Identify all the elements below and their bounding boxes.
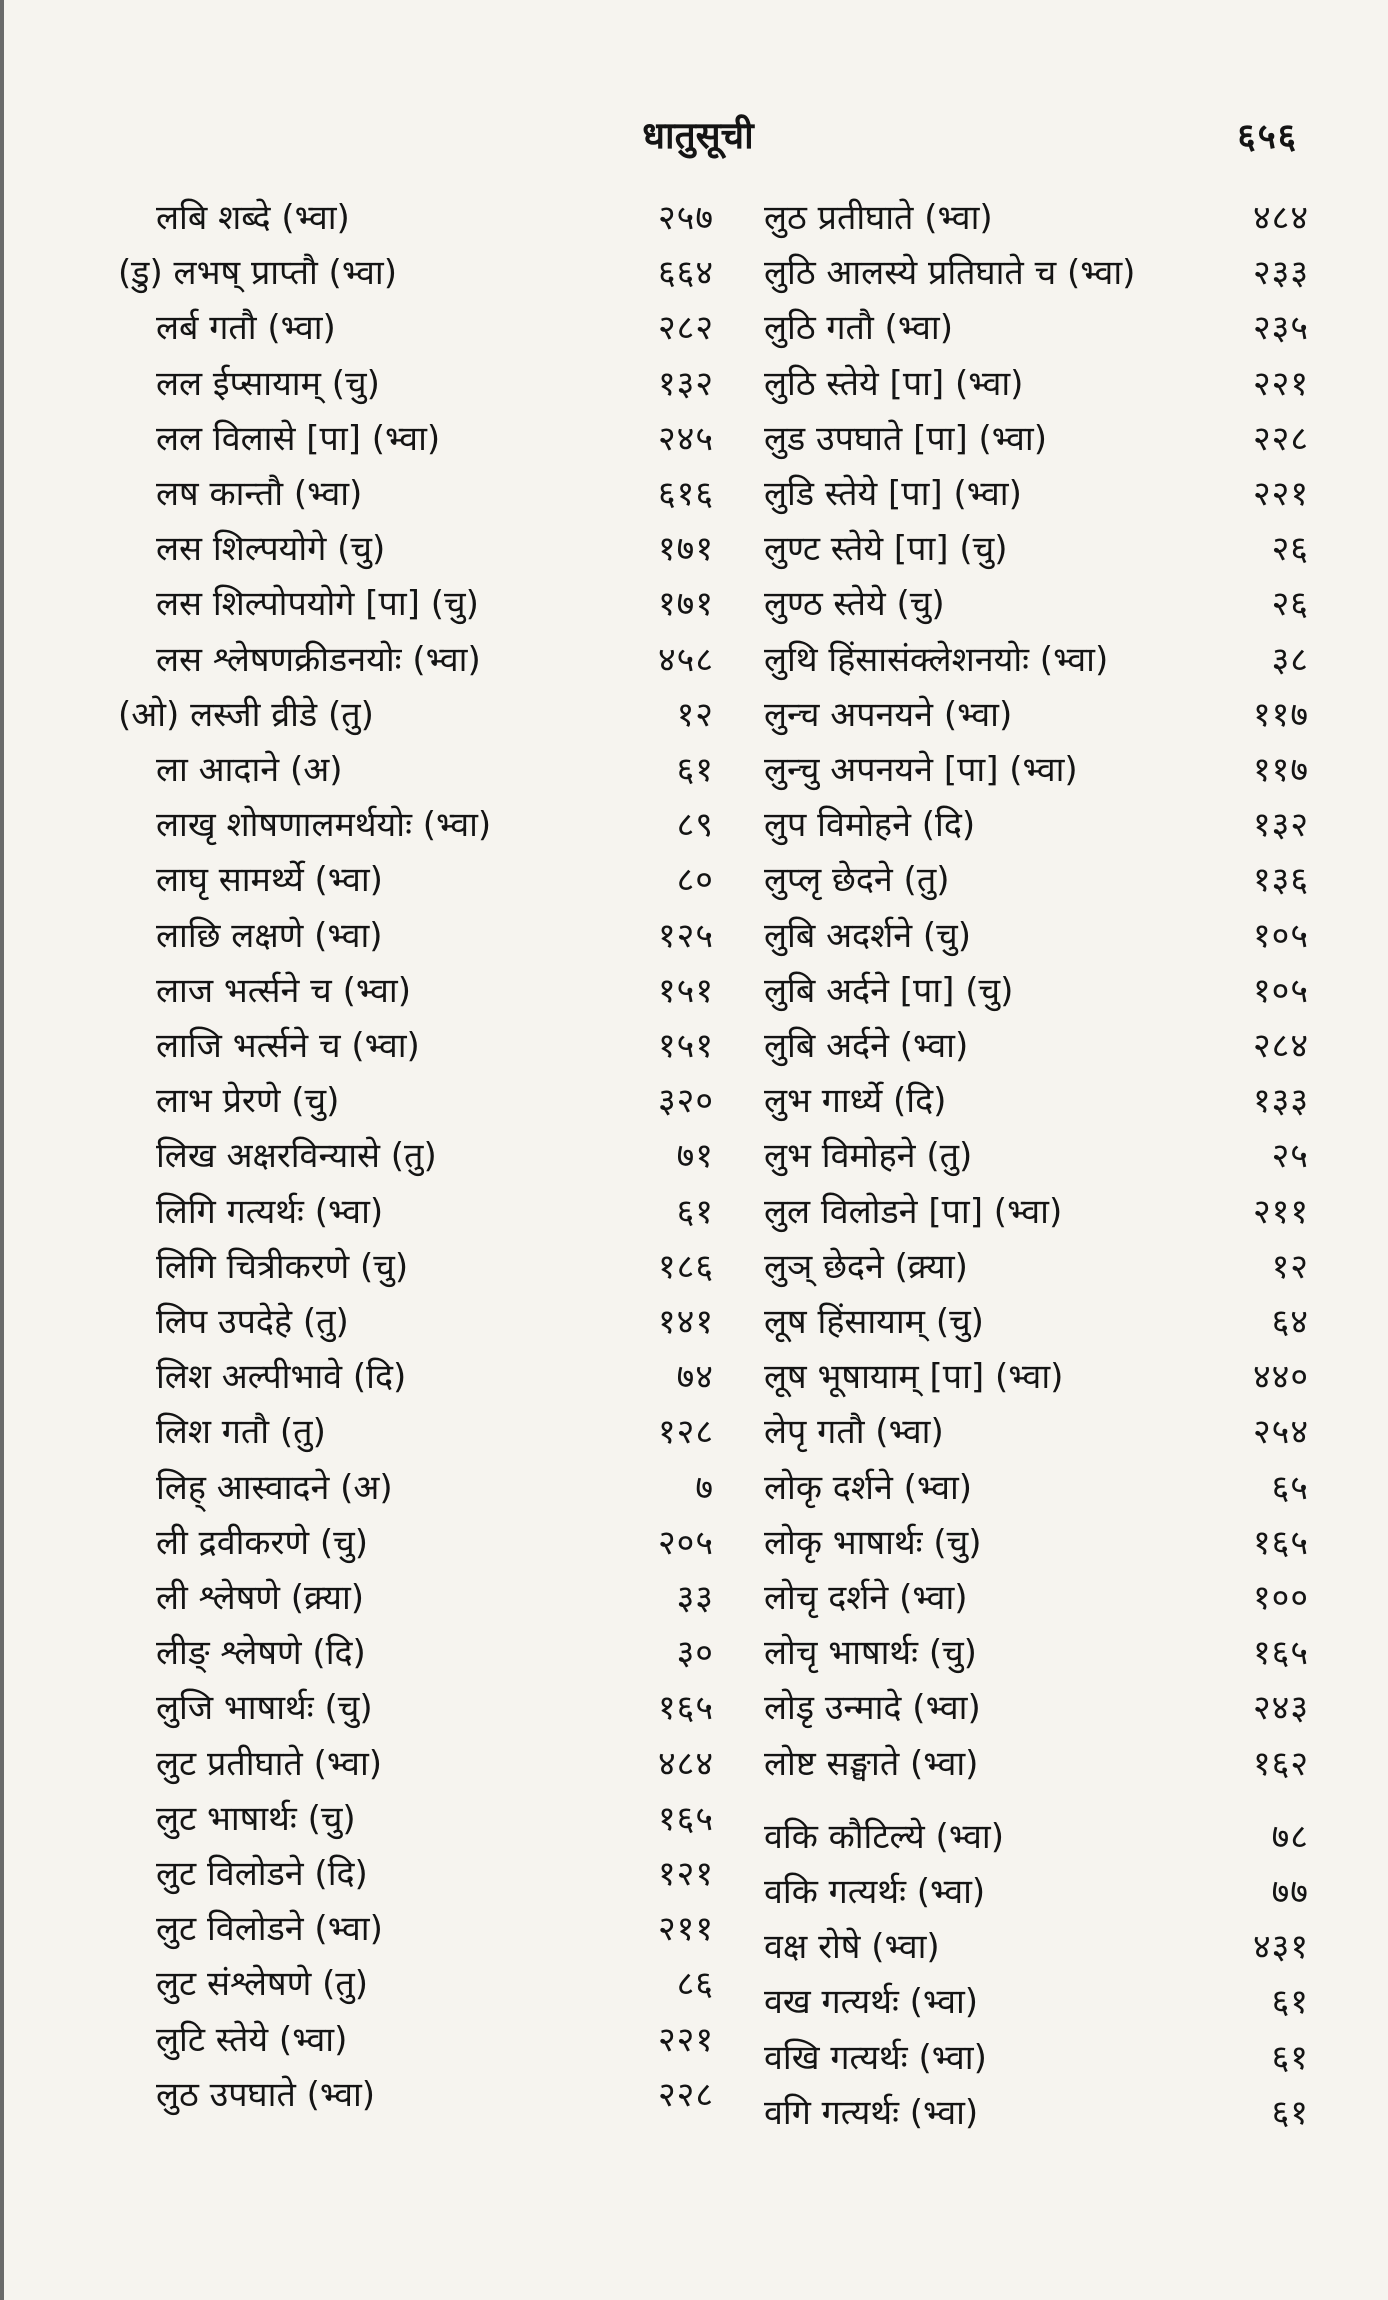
page-reference: ४८४ xyxy=(1252,198,1309,238)
dhatu-entry: वक्ष रोषे (भ्वा) xyxy=(764,1927,940,1968)
page-reference: ६१ xyxy=(1271,2037,1309,2078)
dhatu-entry: लस शिल्पोपयोगे [पा] (चु) xyxy=(156,584,479,625)
dhatu-entry: वकि गत्यर्थः (भ्वा) xyxy=(764,1872,986,1912)
page-reference: ७४ xyxy=(676,1357,714,1398)
dhatu-entry: लेपृ गतौ (भ्वा) xyxy=(764,1412,944,1453)
index-row xyxy=(104,523,714,575)
index-row xyxy=(104,1020,714,1072)
dhatu-entry: वगि गत्यर्थः (भ्वा) xyxy=(764,2092,979,2133)
dhatu-entry: लुबि अदर्शने (चु) xyxy=(764,915,972,956)
page-reference: २५ xyxy=(1271,1136,1309,1177)
index-row xyxy=(764,1462,1309,1514)
index-row xyxy=(764,2032,1309,2084)
running-header-title: धातुसूची xyxy=(642,114,754,157)
page-reference: ६६४ xyxy=(657,253,714,294)
page-reference: २३५ xyxy=(1252,308,1309,349)
page-reference: ६१ xyxy=(676,750,714,790)
dhatu-entry: लोडृ उन्मादे (भ्वा) xyxy=(764,1688,981,1729)
index-row xyxy=(104,358,714,410)
page-reference: १२ xyxy=(676,694,714,735)
dhatu-entry: लुञ् छेदने (क्र्या) xyxy=(764,1246,968,1287)
page-reference: २११ xyxy=(657,1909,714,1950)
dhatu-entry: लल ईप्सायाम् (चु) xyxy=(156,363,380,404)
index-row xyxy=(764,1296,1309,1348)
page-reference: १४१ xyxy=(657,1302,714,1342)
index-row xyxy=(764,1738,1309,1790)
page-reference: १३३ xyxy=(1252,1081,1309,1122)
index-row xyxy=(764,1517,1309,1569)
page-reference: ३८ xyxy=(1271,639,1309,680)
page-reference: ४४० xyxy=(1252,1357,1309,1398)
index-row xyxy=(764,689,1309,741)
dhatu-entry: लिप उपदेहे (तु) xyxy=(156,1302,349,1342)
index-row xyxy=(104,1296,714,1348)
dhatu-entry: लस श्लेषणक्रीडनयोः (भ्वा) xyxy=(156,639,481,680)
page-reference: २४३ xyxy=(1252,1688,1309,1729)
index-row xyxy=(104,413,714,465)
index-row xyxy=(104,1738,714,1790)
index-row xyxy=(104,302,714,354)
index-row xyxy=(104,910,714,962)
page-reference: २२१ xyxy=(1252,363,1309,404)
page-reference: १७१ xyxy=(657,529,714,570)
dhatu-entry: लाखृ शोषणालमर्थयोः (भ्वा) xyxy=(156,805,492,846)
dhatu-entry: लोचृ भाषार्थः (चु) xyxy=(764,1633,977,1674)
dhatu-entry: लुट विलोडने (भ्वा) xyxy=(156,1909,383,1950)
index-row xyxy=(764,247,1309,299)
dhatu-entry: लुठि गतौ (भ्वा) xyxy=(764,308,953,349)
index-row xyxy=(104,1186,714,1238)
dhatu-entry: लिख अक्षरविन्यासे (तु) xyxy=(156,1136,437,1177)
index-row xyxy=(764,799,1309,851)
index-row xyxy=(104,1406,714,1458)
index-row xyxy=(764,1020,1309,1072)
page-reference: २२१ xyxy=(1252,474,1309,514)
index-row xyxy=(764,965,1309,1017)
index-row xyxy=(764,413,1309,465)
index-row xyxy=(104,1848,714,1900)
page-reference: १५१ xyxy=(657,970,714,1011)
index-row xyxy=(104,1903,714,1955)
index-row xyxy=(104,1075,714,1127)
page-reference: १६२ xyxy=(1252,1743,1309,1784)
dhatu-entry: लिगि गत्यर्थः (भ्वा) xyxy=(156,1191,384,1232)
dhatu-entry: लूष भूषायाम् [पा] (भ्वा) xyxy=(764,1357,1064,1398)
page-reference: ६१ xyxy=(1271,2092,1309,2133)
index-row xyxy=(104,1627,714,1679)
index-row xyxy=(104,468,714,520)
page-reference: २३३ xyxy=(1252,253,1309,294)
index-row xyxy=(104,1241,714,1293)
page-reference: १३६ xyxy=(1252,860,1309,901)
index-row xyxy=(764,192,1309,244)
index-row xyxy=(104,854,714,906)
dhatu-entry: लोष्ट सङ्घाते (भ्वा) xyxy=(764,1743,979,1784)
index-row xyxy=(764,578,1309,630)
dhatu-entry: लुन्चु अपनयने [पा] (भ्वा) xyxy=(764,750,1078,790)
index-row xyxy=(104,1572,714,1624)
index-row xyxy=(764,2087,1309,2139)
dhatu-entry: लुठि स्तेये [पा] (भ्वा) xyxy=(764,363,1024,404)
index-row xyxy=(104,1517,714,1569)
dhatu-entry: लाभ प्रेरणे (चु) xyxy=(156,1081,340,1122)
index-row xyxy=(764,468,1309,520)
index-row xyxy=(764,854,1309,906)
dhatu-entry: लुण्ट स्तेये [पा] (चु) xyxy=(764,529,1008,570)
dhatu-entry: लष कान्तौ (भ्वा) xyxy=(156,474,363,514)
page-reference: २२१ xyxy=(657,2019,714,2060)
index-row xyxy=(104,2069,714,2121)
page-reference: ६४ xyxy=(1271,1302,1309,1342)
index-row xyxy=(764,1241,1309,1293)
page-reference: १७१ xyxy=(657,584,714,625)
index-row xyxy=(104,247,714,299)
dhatu-entry: लीङ् श्लेषणे (दि) xyxy=(156,1633,366,1674)
dhatu-entry: लाज भर्त्सने च (भ्वा) xyxy=(156,970,411,1011)
index-row xyxy=(104,1351,714,1403)
dhatu-entry: (ओ) लस्जी व्रीडे (तु) xyxy=(118,694,374,735)
dhatu-entry: लुड उपघाते [पा] (भ्वा) xyxy=(764,418,1047,459)
index-row xyxy=(764,1406,1309,1458)
page-reference: ८६ xyxy=(676,1964,714,2005)
page-reference: ११७ xyxy=(1252,694,1309,735)
index-row xyxy=(104,192,714,244)
page-reference: २६ xyxy=(1271,529,1309,570)
dhatu-entry: लुभ विमोहने (तु) xyxy=(764,1136,973,1177)
index-row xyxy=(104,1793,714,1845)
dhatu-entry: लोकृ भाषार्थः (चु) xyxy=(764,1522,982,1563)
page-reference: २२८ xyxy=(1252,418,1309,459)
dhatu-entry: लुठ प्रतीघाते (भ्वा) xyxy=(764,198,993,238)
page-reference: १३२ xyxy=(657,363,714,404)
index-row xyxy=(764,1130,1309,1182)
page-reference: २५७ xyxy=(657,198,714,238)
page-reference: २११ xyxy=(1252,1191,1309,1232)
page-reference: ३३ xyxy=(676,1578,714,1618)
page-reference: १०० xyxy=(1252,1578,1309,1618)
dhatu-entry: लोचृ दर्शने (भ्वा) xyxy=(764,1578,968,1618)
index-row xyxy=(764,358,1309,410)
index-row xyxy=(764,1866,1309,1918)
page-reference: ३२० xyxy=(657,1081,714,1122)
index-row xyxy=(764,1682,1309,1734)
dhatu-entry: लाजि भर्त्सने च (भ्वा) xyxy=(156,1026,420,1066)
page-reference: १६५ xyxy=(1252,1522,1309,1563)
dhatu-entry: लिश अल्पीभावे (दि) xyxy=(156,1357,407,1398)
page-reference: १५१ xyxy=(657,1026,714,1066)
dhatu-entry: ली द्रवीकरणे (चु) xyxy=(156,1522,368,1563)
page-reference: ४५८ xyxy=(657,639,714,680)
dhatu-entry: लुबि अर्दने [पा] (चु) xyxy=(764,970,1014,1011)
page-reference: २२८ xyxy=(657,2074,714,2115)
dhatu-entry: लस शिल्पयोगे (चु) xyxy=(156,529,386,570)
index-row xyxy=(104,1130,714,1182)
dhatu-entry: लूष हिंसायाम् (चु) xyxy=(764,1302,984,1342)
index-row xyxy=(764,744,1309,796)
dhatu-entry: लिश गतौ (तु) xyxy=(156,1412,326,1453)
page-reference: १६५ xyxy=(657,1798,714,1839)
dhatu-entry: लाघृ सामर्थ्ये (भ्वा) xyxy=(156,860,383,901)
dhatu-entry: लबि शब्दे (भ्वा) xyxy=(156,198,350,238)
dhatu-entry: लुटि स्तेये (भ्वा) xyxy=(156,2019,348,2060)
index-row xyxy=(764,1351,1309,1403)
dhatu-entry: लुभ गार्ध्ये (दि) xyxy=(764,1081,947,1122)
dhatu-entry: लिगि चित्रीकरणे (चु) xyxy=(156,1246,409,1287)
index-row xyxy=(104,744,714,796)
page-reference: ४८४ xyxy=(657,1743,714,1784)
page-reference: १८६ xyxy=(657,1246,714,1287)
page-reference: १६५ xyxy=(657,1688,714,1729)
dhatu-entry: लुप विमोहने (दि) xyxy=(764,805,976,846)
page-reference: ७७ xyxy=(1271,1872,1309,1912)
dhatu-entry: लुजि भाषार्थः (चु) xyxy=(156,1688,373,1729)
page-reference: १६५ xyxy=(1252,1633,1309,1674)
index-row xyxy=(764,910,1309,962)
page-reference: २५४ xyxy=(1252,1412,1309,1453)
dhatu-entry: लुट संश्लेषणे (तु) xyxy=(156,1964,368,2005)
index-row xyxy=(104,1958,714,2010)
page-reference: ६१ xyxy=(1271,1982,1309,2023)
page-reference: ३० xyxy=(676,1633,714,1674)
page-reference: १२१ xyxy=(657,1854,714,1894)
dhatu-entry: लुट प्रतीघाते (भ्वा) xyxy=(156,1743,383,1784)
dhatu-entry: वखि गत्यर्थः (भ्वा) xyxy=(764,2037,987,2078)
dhatu-entry: लुन्च अपनयने (भ्वा) xyxy=(764,694,1013,735)
dhatu-entry: लल विलासे [पा] (भ्वा) xyxy=(156,418,441,459)
page-reference: २०५ xyxy=(657,1522,714,1563)
dhatu-entry: लिह् आस्वादने (अ) xyxy=(156,1467,393,1508)
dhatu-entry: लुडि स्तेये [पा] (भ्वा) xyxy=(764,474,1022,514)
index-row xyxy=(764,1186,1309,1238)
page-reference: ७१ xyxy=(676,1136,714,1177)
page-reference: १२५ xyxy=(657,915,714,956)
index-row xyxy=(104,578,714,630)
dhatu-entry: लुथि हिंसासंक्लेशनयोः (भ्वा) xyxy=(764,639,1109,680)
page-reference: १०५ xyxy=(1252,970,1309,1011)
dhatu-entry: लुट विलोडने (दि) xyxy=(156,1854,368,1894)
page-number: ६५६ xyxy=(1237,117,1298,157)
index-row xyxy=(764,1976,1309,2028)
index-row xyxy=(104,634,714,686)
index-row xyxy=(764,1921,1309,1973)
page-reference: ६१६ xyxy=(657,474,714,514)
dhatu-entry: लुप्लृ छेदने (तु) xyxy=(764,860,950,901)
index-row xyxy=(764,1811,1309,1863)
index-row xyxy=(764,523,1309,575)
dhatu-entry: लुठ उपघाते (भ्वा) xyxy=(156,2074,376,2115)
index-row xyxy=(764,302,1309,354)
index-row xyxy=(104,965,714,1017)
dhatu-entry: लुठि आलस्ये प्रतिघाते च (भ्वा) xyxy=(764,253,1136,294)
page-reference: २८४ xyxy=(1252,1026,1309,1066)
page-reference: ७ xyxy=(695,1467,714,1508)
index-row xyxy=(104,1682,714,1734)
dhatu-entry: वकि कौटिल्ये (भ्वा) xyxy=(764,1816,1004,1857)
page-reference: ६१ xyxy=(676,1191,714,1232)
dhatu-entry: लुट भाषार्थः (चु) xyxy=(156,1798,356,1839)
page-reference: २४५ xyxy=(657,418,714,459)
page-reference: १३२ xyxy=(1252,805,1309,846)
dhatu-entry: ली श्लेषणे (क्र्या) xyxy=(156,1578,365,1618)
index-row xyxy=(764,634,1309,686)
dhatu-entry: लोकृ दर्शने (भ्वा) xyxy=(764,1467,973,1508)
dhatu-entry: ला आदाने (अ) xyxy=(156,750,343,790)
dhatu-entry: (डु) लभष् प्राप्तौ (भ्वा) xyxy=(118,253,397,294)
page-reference: ७८ xyxy=(1271,1816,1309,1857)
page-reference: ४३१ xyxy=(1252,1927,1309,1968)
page-reference: २६ xyxy=(1271,584,1309,625)
index-row xyxy=(764,1075,1309,1127)
dhatu-entry: वख गत्यर्थः (भ्वा) xyxy=(764,1982,979,2023)
dhatu-entry: लुबि अर्दने (भ्वा) xyxy=(764,1026,969,1066)
page-reference: ८९ xyxy=(676,805,714,846)
dhatu-entry: लुण्ठ स्तेये (चु) xyxy=(764,584,945,625)
dhatu-entry: लुल विलोडने [पा] (भ्वा) xyxy=(764,1191,1063,1232)
index-row xyxy=(764,1572,1309,1624)
index-row xyxy=(104,799,714,851)
page-reference: २८२ xyxy=(657,308,714,349)
page-reference: ६५ xyxy=(1271,1467,1309,1508)
page-reference: १२८ xyxy=(657,1412,714,1453)
page-reference: ११७ xyxy=(1252,750,1309,790)
index-row xyxy=(104,2014,714,2066)
index-row xyxy=(104,689,714,741)
dhatu-entry: लर्ब गतौ (भ्वा) xyxy=(156,308,336,349)
page-reference: १०५ xyxy=(1252,915,1309,956)
dhatu-entry: लाछि लक्षणे (भ्वा) xyxy=(156,915,383,956)
index-row xyxy=(764,1627,1309,1679)
index-row xyxy=(104,1462,714,1514)
page-reference: १२ xyxy=(1271,1246,1309,1287)
page-reference: ८० xyxy=(676,860,714,901)
